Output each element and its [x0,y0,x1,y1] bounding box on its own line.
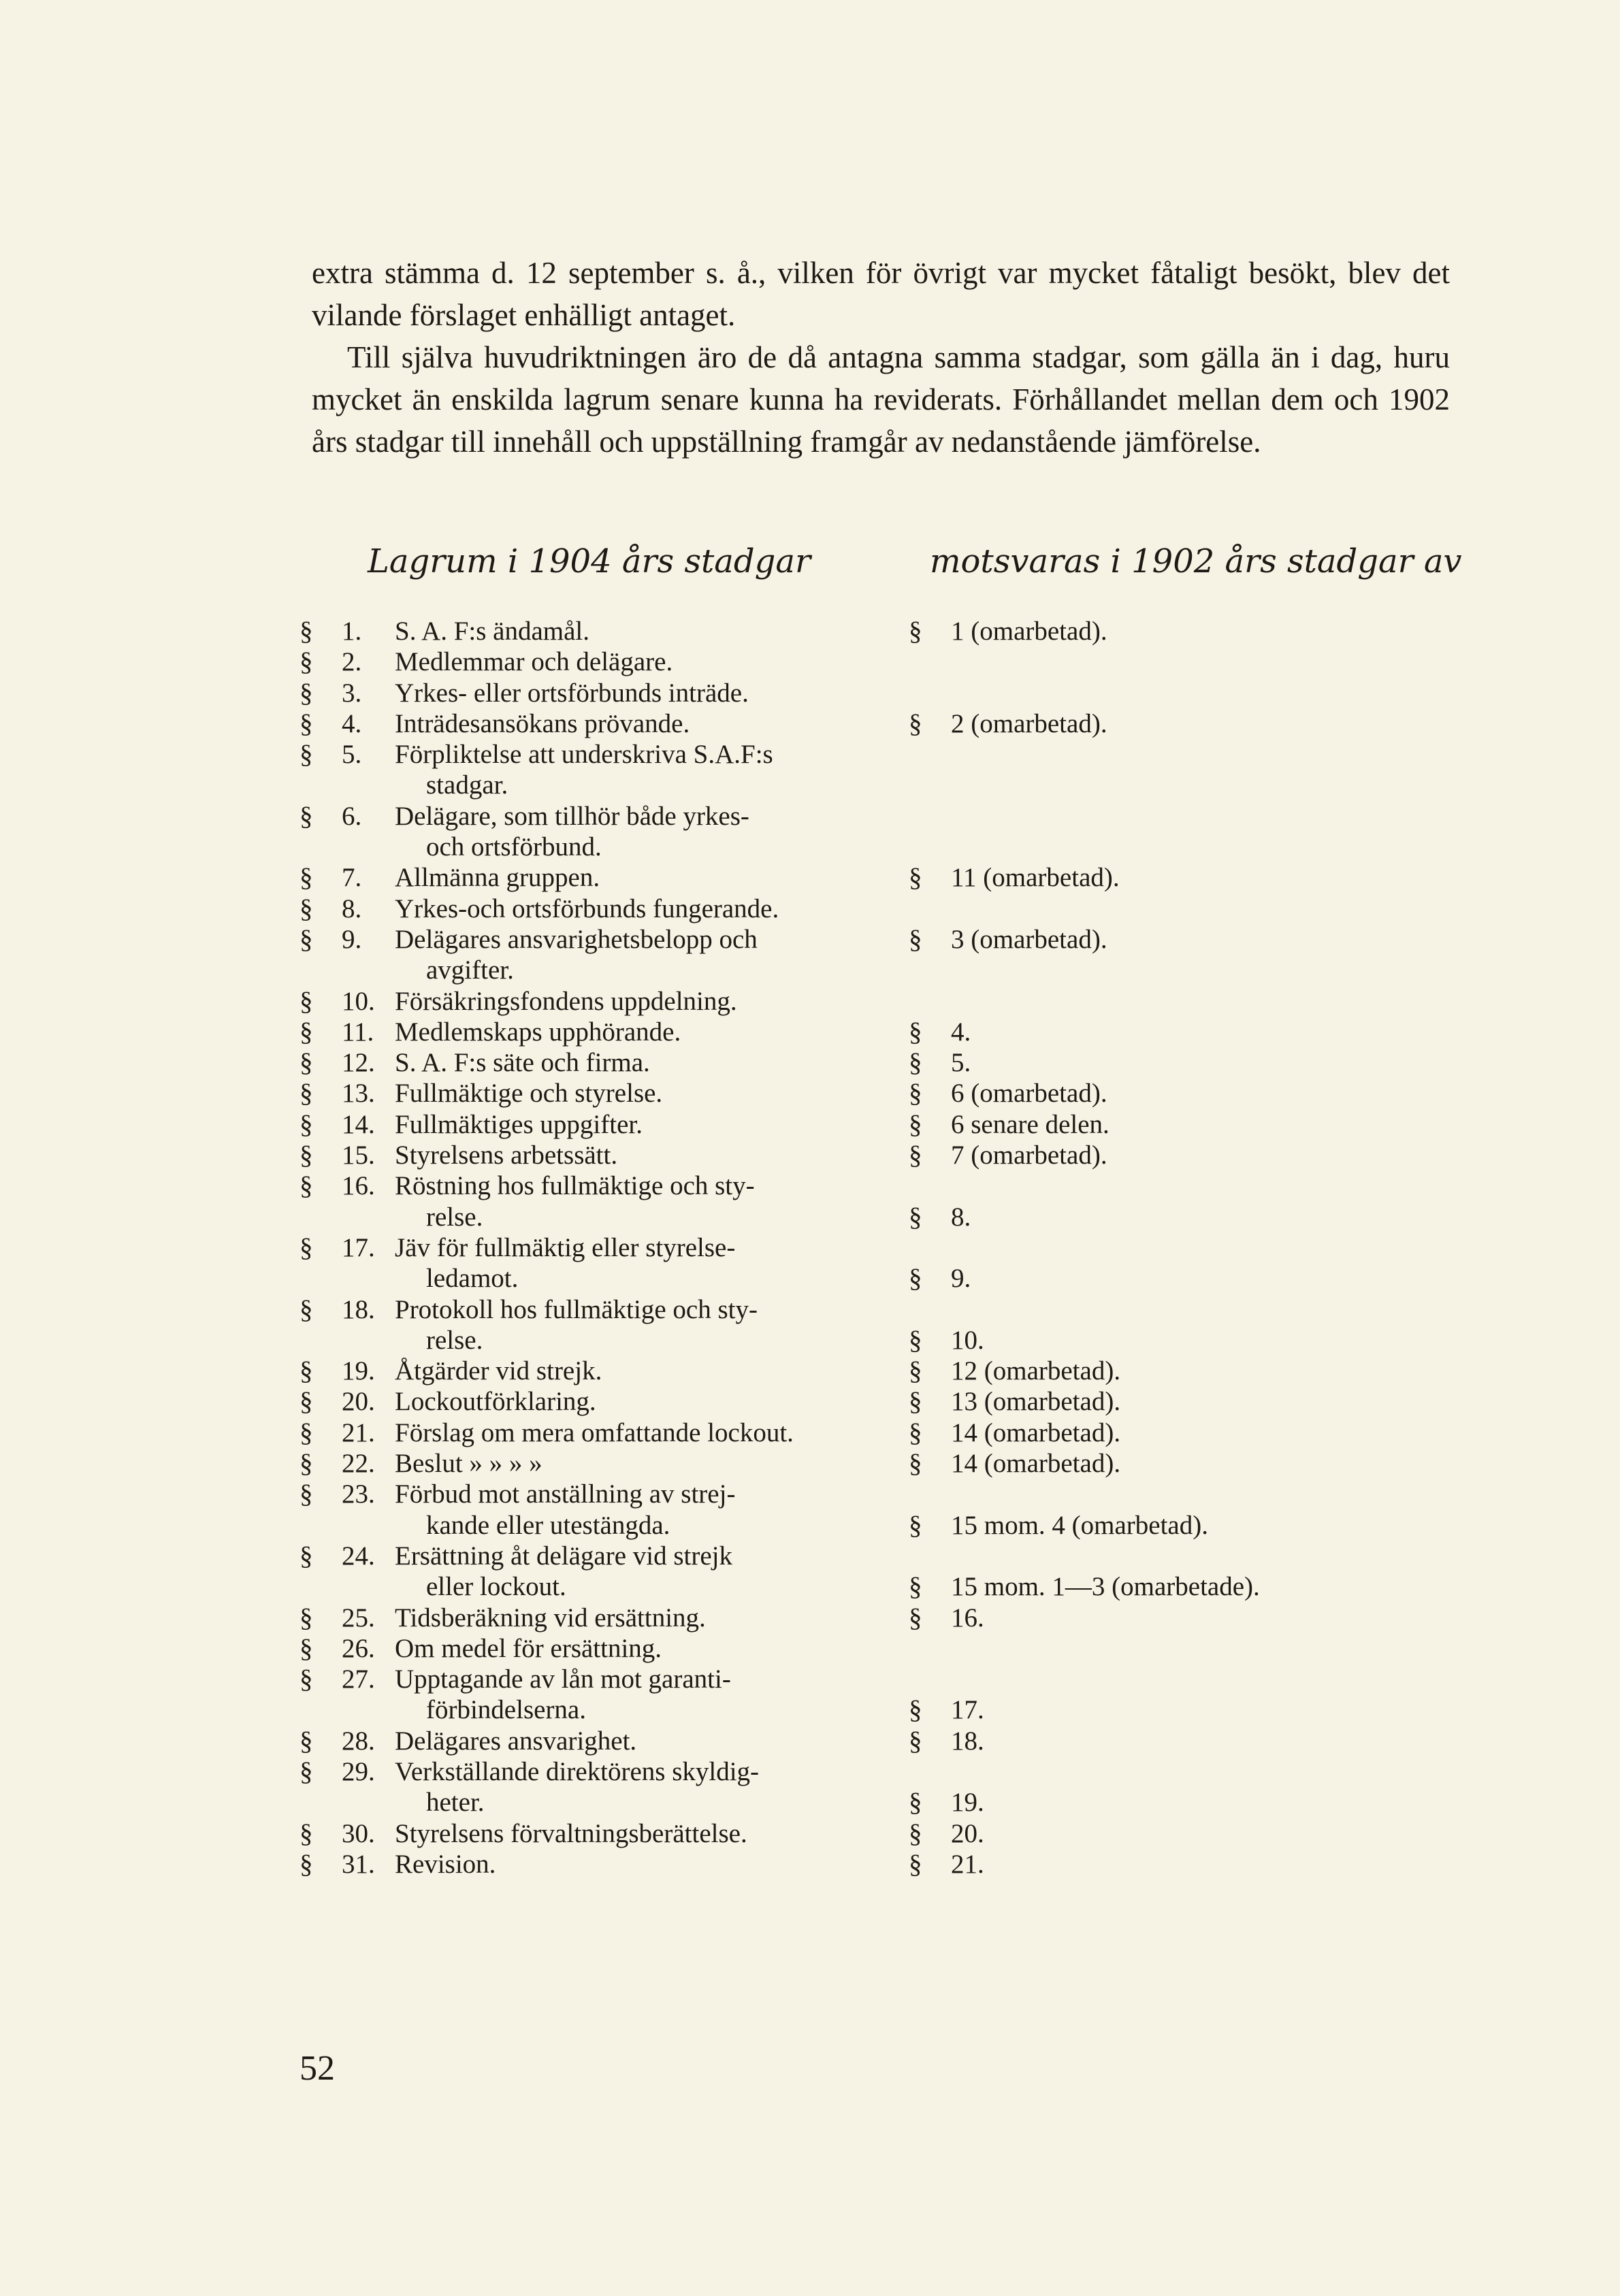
reference-value: 1 (omarbetad). [951,617,1107,646]
section-row [299,1109,875,1140]
reference-row [909,1756,1385,1787]
section-title [395,616,875,646]
section-row [299,1849,875,1880]
section-title-line: Verkställande direktörens skyldig- [395,1756,760,1786]
reference-row [909,678,1385,708]
section-title [395,1726,875,1756]
reference-row [909,1417,1385,1448]
section-title [395,1232,875,1294]
section-row [299,1140,875,1170]
section-row [299,739,875,801]
reference-value: 6 (omarbetad). [951,1079,1107,1109]
reference-value: 14 (omarbetad). [951,1449,1121,1479]
section-row [299,1294,875,1356]
section-title-line: Revision. [395,1849,496,1879]
section-sign: § [909,1109,922,1139]
section-sign: § [909,1788,922,1818]
intro-text [312,252,1450,463]
reference-row [909,1356,1385,1386]
section-title-line: Försäkringsfondens uppdelning. [395,986,737,1016]
section-number: 19. [342,1356,375,1386]
section-number: 1. [342,617,362,646]
section-title-line: Upptagande av lån mot garanti- [395,1664,731,1694]
section-row [299,1603,875,1633]
section-title-line: Jäv för fullmäktig eller styrelse- [395,1232,736,1262]
reference-row [909,1325,1385,1356]
section-title-line: relse. [426,1325,483,1355]
section-row [299,646,875,677]
section-title-line: stadgar. [426,770,508,800]
reference-row [909,616,1385,646]
reference-row [909,1140,1385,1170]
section-sign: § [299,863,313,893]
section-title-line: eller lockout. [426,1572,566,1602]
section-title-line: Delägares ansvarighetsbelopp och [395,924,758,954]
right-column-heading: motsvaras i 1902 års stadgar av [930,542,1462,580]
reference-row [909,1170,1385,1201]
section-title-line: Styrelsens arbetssätt. [395,1141,618,1170]
reference-row [909,708,1385,739]
section-row [299,1356,875,1386]
section-title [395,1140,875,1170]
section-title-line: relse. [426,1202,483,1232]
section-title [395,708,875,739]
section-sign: § [909,1572,922,1602]
reference-row [909,1263,1385,1294]
section-sign: § [299,1603,313,1633]
section-number: 4. [342,708,362,738]
section-number: 7. [342,863,362,893]
section-sign: § [299,1232,313,1262]
section-sign: § [909,1387,922,1417]
section-sign: § [909,1695,922,1725]
section-sign: § [909,1603,922,1633]
reference-value: 14 (omarbetad). [951,1417,1121,1447]
section-sign: § [909,1417,922,1447]
section-row [299,924,875,986]
section-row [299,616,875,646]
reference-row [909,1694,1385,1725]
reference-value: 4. [951,1017,971,1047]
section-title [395,801,875,863]
reference-value: 20. [951,1818,984,1848]
section-number: 29. [342,1756,375,1786]
section-title [395,1078,875,1109]
section-number: 16. [342,1171,375,1201]
section-sign: § [299,1449,313,1479]
section-sign: § [909,1017,922,1047]
section-row [299,1726,875,1756]
section-row [299,1448,875,1479]
reference-row [909,739,1385,770]
reference-row [909,986,1385,1017]
reference-value: 18. [951,1726,984,1756]
left-column-heading: Lagrum i 1904 års stadgar [368,542,811,580]
section-row [299,1017,875,1047]
section-row [299,893,875,924]
section-sign: § [299,1171,313,1201]
section-sign: § [299,1479,313,1509]
section-title [395,1109,875,1140]
reference-value: 2 (omarbetad). [951,708,1107,738]
reference-row [909,1541,1385,1571]
section-number: 10. [342,986,375,1016]
reference-row [909,862,1385,893]
section-sign: § [299,1079,313,1109]
section-title-line: Allmänna gruppen. [395,863,600,893]
reference-row [909,832,1385,862]
section-sign: § [909,1325,922,1355]
section-title-line: Röstning hos fullmäktige och sty- [395,1171,755,1201]
section-sign: § [909,1510,922,1540]
section-title [395,1479,875,1541]
section-row [299,1386,875,1417]
section-sign: § [299,1294,313,1324]
section-sign: § [299,708,313,738]
section-title [395,1170,875,1232]
reference-row [909,1078,1385,1109]
section-number: 17. [342,1232,375,1262]
section-title-line: och ortsförbund. [426,832,602,862]
section-title-line: förbindelserna. [426,1695,586,1725]
reference-row [909,1109,1385,1140]
section-title-line: Beslut » » » » [395,1449,542,1479]
reference-row [909,1017,1385,1047]
section-title-line: Lockoutförklaring. [395,1387,596,1417]
section-title [395,1756,875,1818]
section-sign: § [299,893,313,923]
reference-row [909,1603,1385,1633]
section-title [395,986,875,1017]
section-number: 3. [342,678,362,708]
section-number: 13. [342,1079,375,1109]
section-sign: § [909,863,922,893]
section-title [395,1448,875,1479]
section-sign: § [299,647,313,677]
reference-row [909,1232,1385,1263]
section-title-line: Protokoll hos fullmäktige och sty- [395,1294,758,1324]
section-title [395,1664,875,1726]
reference-row [909,893,1385,924]
section-number: 5. [342,740,362,770]
section-title-line: Åtgärder vid strejk. [395,1356,602,1386]
section-sign: § [909,617,922,646]
section-number: 24. [342,1541,375,1571]
section-sign: § [299,1664,313,1694]
section-title [395,1047,875,1078]
section-row [299,1756,875,1818]
reference-value: 15 mom. 1—3 (omarbetade). [951,1572,1260,1602]
section-sign: § [909,708,922,738]
reference-row [909,1294,1385,1325]
reference-value: 6 senare delen. [951,1109,1109,1139]
reference-value: 10. [951,1325,984,1355]
section-row [299,801,875,863]
reference-value: 15 mom. 4 (omarbetad). [951,1510,1208,1540]
section-title-line: Yrkes-och ortsförbunds fungerande. [395,893,779,923]
section-sign: § [909,1079,922,1109]
section-title [395,739,875,801]
section-row [299,862,875,893]
reference-row [909,1047,1385,1078]
section-number: 18. [342,1294,375,1324]
section-title [395,1633,875,1664]
section-number: 27. [342,1664,375,1694]
reference-row [909,1202,1385,1232]
section-title-line: Förpliktelse att underskriva S.A.F:s [395,740,773,770]
reference-value: 13 (omarbetad). [951,1387,1121,1417]
left-section-list [299,616,875,1880]
right-reference-list [909,616,1385,1880]
section-sign: § [299,1141,313,1170]
section-row [299,1047,875,1078]
section-title-line: Om medel för ersättning. [395,1633,662,1663]
section-sign: § [299,924,313,954]
intro-paragraph: extra stämma d. 12 september s. å., vilken för övrigt var mycket fåtaligt besökt, blev det vilande förslaget enhälligt antaget. [312,256,1450,332]
section-title-line: Fullmäktiges uppgifter. [395,1109,643,1139]
reference-value: 12 (omarbetad). [951,1356,1121,1386]
reference-row [909,1787,1385,1818]
section-title [395,1386,875,1417]
reference-row [909,646,1385,677]
section-sign: § [299,1417,313,1447]
reference-row [909,1633,1385,1664]
section-title-line: Förbud mot anställning av strej- [395,1479,736,1509]
section-sign: § [299,1048,313,1078]
section-number: 23. [342,1479,375,1509]
section-title-line: Delägares ansvarighet. [395,1726,637,1756]
section-row [299,1078,875,1109]
reference-value: 5. [951,1048,971,1078]
reference-row [909,1818,1385,1849]
section-title-line: Förslag om mera omfattande lockout. [395,1417,794,1447]
reference-row [909,801,1385,832]
section-title [395,1294,875,1356]
section-sign: § [299,1387,313,1417]
section-number: 22. [342,1449,375,1479]
section-title-line: kande eller utestängda. [426,1510,670,1540]
section-title [395,1356,875,1386]
reference-value: 9. [951,1264,971,1294]
section-row [299,1664,875,1726]
section-title-line: Fullmäktige och styrelse. [395,1079,663,1109]
section-row [299,1541,875,1603]
section-number: 9. [342,924,362,954]
section-row [299,986,875,1017]
section-sign: § [299,986,313,1016]
section-sign: § [299,1818,313,1848]
section-sign: § [909,1449,922,1479]
reference-row [909,924,1385,955]
section-row [299,1633,875,1664]
section-sign: § [909,1726,922,1756]
intro-paragraph: Till själva huvudriktningen äro de då antagna samma stadgar, som gälla än i dag, huru mycket än enskilda lagrum senare kunna ha reviderats. Förhållandet mellan dem och 1902 års stadgar till innehåll och uppställning framgår av nedanstående jämförelse. [312,340,1450,459]
section-title-line: Yrkes- eller ortsförbunds inträde. [395,678,749,708]
section-number: 11. [342,1017,374,1047]
section-title-line: S. A. F:s ändamål. [395,617,590,646]
section-sign: § [299,1017,313,1047]
section-sign: § [909,1141,922,1170]
section-sign: § [299,1356,313,1386]
reference-value: 17. [951,1695,984,1725]
section-title [395,862,875,893]
section-sign: § [299,678,313,708]
section-row [299,1232,875,1294]
reference-row [909,1479,1385,1509]
section-row [299,1417,875,1448]
reference-row [909,1849,1385,1880]
reference-value: 7 (omarbetad). [951,1141,1107,1170]
reference-value: 16. [951,1603,984,1633]
section-title [395,646,875,677]
reference-value: 3 (omarbetad). [951,924,1107,954]
section-title-line: S. A. F:s säte och firma. [395,1048,650,1078]
section-row [299,1818,875,1849]
section-title-line: Inträdesansökans prövande. [395,708,690,738]
section-sign: § [909,1849,922,1879]
section-title-line: Delägare, som tillhör både yrkes- [395,801,749,831]
section-sign: § [299,801,313,831]
section-sign: § [299,617,313,646]
section-title-line: heter. [426,1788,485,1818]
section-title [395,1541,875,1603]
reference-row [909,1571,1385,1602]
section-title-line: Tidsberäkning vid ersättning. [395,1603,706,1633]
section-row [299,1479,875,1541]
section-number: 14. [342,1109,375,1139]
section-number: 30. [342,1818,375,1848]
reference-row [909,1448,1385,1479]
page-number: 52 [299,2049,335,2088]
section-number: 21. [342,1417,375,1447]
section-sign: § [909,1048,922,1078]
reference-row [909,1386,1385,1417]
section-sign: § [299,1633,313,1663]
section-sign: § [909,1264,922,1294]
section-sign: § [909,1356,922,1386]
section-sign: § [299,1726,313,1756]
section-number: 25. [342,1603,375,1633]
reference-row [909,1726,1385,1756]
section-title-line: Medlemskaps upphörande. [395,1017,681,1047]
section-sign: § [299,1756,313,1786]
section-row [299,1170,875,1232]
section-sign: § [909,924,922,954]
section-title [395,1849,875,1880]
section-title-line: ledamot. [426,1264,519,1294]
reference-row [909,955,1385,985]
section-number: 12. [342,1048,375,1078]
section-sign: § [299,1541,313,1571]
section-title-line: Medlemmar och delägare. [395,647,673,677]
section-title-line: avgifter. [426,955,514,985]
reference-row [909,770,1385,800]
section-title [395,1603,875,1633]
section-sign: § [299,740,313,770]
section-row [299,708,875,739]
section-number: 15. [342,1141,375,1170]
section-title [395,678,875,708]
section-sign: § [909,1818,922,1848]
section-title [395,1818,875,1849]
section-title [395,893,875,924]
section-sign: § [299,1849,313,1879]
section-number: 6. [342,801,362,831]
reference-row [909,1510,1385,1541]
section-sign: § [909,1202,922,1232]
section-number: 20. [342,1387,375,1417]
section-title-line: Styrelsens förvaltningsberättelse. [395,1818,747,1848]
reference-row [909,1664,1385,1694]
section-number: 31. [342,1849,375,1879]
section-title [395,1017,875,1047]
section-number: 28. [342,1726,375,1756]
section-title-line: Ersättning åt delägare vid strejk [395,1541,732,1571]
section-sign: § [299,1109,313,1139]
section-row [299,678,875,708]
section-number: 26. [342,1633,375,1663]
section-number: 2. [342,647,362,677]
reference-value: 8. [951,1202,971,1232]
section-title [395,1417,875,1448]
reference-value: 19. [951,1788,984,1818]
section-number: 8. [342,893,362,923]
section-title [395,924,875,986]
reference-value: 21. [951,1849,984,1879]
reference-value: 11 (omarbetad). [951,863,1120,893]
